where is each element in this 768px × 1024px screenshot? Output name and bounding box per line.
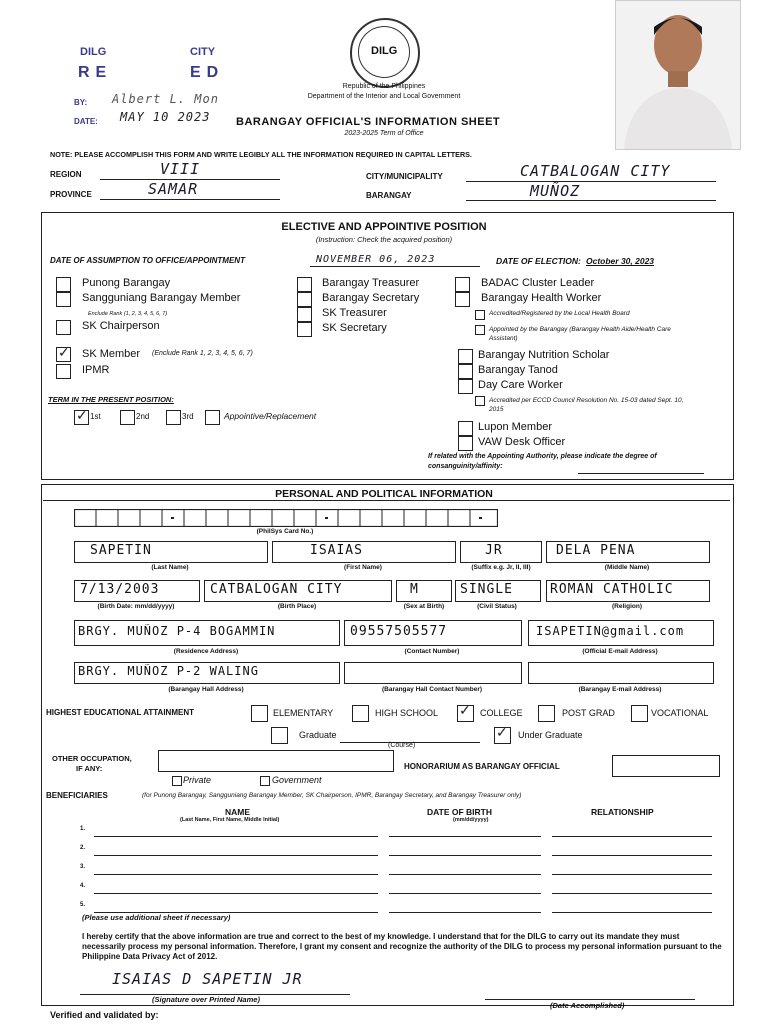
label-government: Government (272, 775, 322, 785)
checkbox-barangay-secretary[interactable] (297, 292, 312, 307)
checkbox-vocational[interactable] (631, 705, 648, 722)
term-label: TERM IN THE PRESENT POSITION: (48, 395, 174, 404)
label-vaw: VAW Desk Officer (478, 436, 566, 448)
beneficiary-row-number: 1. (80, 826, 86, 832)
form-subtitle: 2023-2025 Term of Office (344, 130, 424, 137)
religion-value: ROMAN CATHOLIC (550, 582, 674, 597)
city-value: CATBALOGAN CITY (520, 162, 671, 180)
label-elementary: ELEMENTARY (273, 708, 334, 718)
email-value: ISAPETIN@gmail.com (536, 624, 685, 638)
philsys-card-input[interactable] (74, 509, 498, 527)
hall-email-field[interactable] (528, 662, 714, 684)
hall-address-label: (Barangay Hall Address) (168, 686, 244, 693)
label-sangguniang-member: Sangguniang Barangay Member (82, 292, 241, 304)
sex-label: (Sex at Birth) (403, 603, 445, 610)
label-appointed-health: Appointed by the Barangay (Barangay Health Aide/Health Care Assistant) (489, 326, 671, 342)
occupation-field[interactable] (158, 750, 394, 772)
checkbox-tanod[interactable] (458, 364, 473, 379)
beneficiary-row-number: 3. (80, 864, 86, 870)
first-name-label: (First Name) (344, 564, 382, 571)
checkbox-post-grad[interactable] (538, 705, 555, 722)
assumption-value: NOVEMBER 06, 2023 (316, 254, 436, 265)
checkbox-graduate[interactable] (271, 727, 288, 744)
position-section (41, 212, 734, 480)
label-barangay-treasurer: Barangay Treasurer (322, 277, 420, 289)
label-sk-treasurer: SK Treasurer (322, 307, 387, 319)
birth-place-label: (Birth Place) (277, 603, 317, 610)
label-graduate: Graduate (299, 730, 337, 740)
label-tanod: Barangay Tanod (478, 364, 558, 376)
checkbox-eccd[interactable] (475, 396, 485, 406)
checkbox-term-appointive[interactable] (205, 410, 220, 425)
checkbox-health-worker[interactable] (455, 292, 470, 307)
city-label: CITY/MUNICIPALITY (366, 172, 443, 181)
label-sk-chairperson: SK Chairperson (82, 320, 160, 332)
label-high-school: HIGH SCHOOL (375, 708, 439, 718)
philsys-boxes (74, 509, 498, 527)
checkbox-badac[interactable] (455, 277, 470, 292)
middle-name-value: DELA PENA (556, 543, 636, 558)
beneficiaries-label: BENEFICIARIES (46, 791, 108, 800)
barangay-label: BARANGAY (366, 191, 412, 200)
certification-text: I hereby certify that the above information are true and correct to the best of my knowledge. I understand that for the DILG to carry out its mandate they must necessarily process my personal information. Therefore, I grant my consent and recognize the authority of the DILG to process my personal information pursuant to the Philippine Data Privacy Act of 2012. (82, 932, 722, 961)
hall-contact-field[interactable] (344, 662, 522, 684)
stamp-by-label: BY: (74, 98, 88, 107)
hall-address-value: BRGY. MUÑOZ P-2 WALING (78, 664, 259, 678)
checkbox-vaw[interactable] (458, 436, 473, 451)
region-value: VIII (160, 160, 201, 178)
label-nutrition: Barangay Nutrition Scholar (478, 349, 610, 361)
checkbox-lupon[interactable] (458, 421, 473, 436)
beneficiaries-note: (for Punong Barangay, Sangguniang Barangay Member, SK Chairperson, IPMR, Barangay Secretary, and Barangay Treasurer only) (142, 792, 522, 799)
checkbox-term-1[interactable] (74, 410, 89, 425)
checkbox-sk-chairperson[interactable] (56, 320, 71, 335)
checkbox-elementary[interactable] (251, 705, 268, 722)
contact-label: (Contact Number) (404, 648, 460, 655)
stamp-by-value: Albert L. Mon (112, 92, 219, 106)
stamp-line-4: ED (190, 64, 225, 81)
form-note: NOTE: PLEASE ACCOMPLISH THIS FORM AND WRITE LEGIBLY ALL THE INFORMATION REQUIRED IN CAPITAL LETTERS. (50, 150, 472, 159)
occupation-label-2: IF ANY: (76, 764, 103, 773)
label-term-1: 1st (90, 412, 101, 421)
beneficiary-row-number: 4. (80, 883, 86, 889)
education-label: HIGHEST EDUCATIONAL ATTAINMENT (46, 708, 194, 717)
label-post-grad: POST GRAD (562, 708, 615, 718)
beneficiaries-additional: (Please use additional sheet if necessary) (82, 913, 231, 922)
birth-date-value: 7/13/2003 (80, 582, 160, 597)
photo-portrait-icon (616, 1, 740, 149)
beneficiary-name-header: NAME (225, 807, 251, 817)
beneficiary-name-sub: (Last Name, First Name, Middle Initial) (180, 817, 280, 823)
contact-value: 09557505577 (350, 624, 448, 639)
republic-line: Republic of the Philippines (342, 83, 426, 90)
beneficiary-relationship-header: RELATIONSHIP (591, 807, 654, 817)
beneficiary-dob-header: DATE OF BIRTH (427, 807, 493, 817)
label-vocational: VOCATIONAL (651, 708, 709, 718)
civil-status-label: (Civil Status) (477, 603, 517, 610)
hall-contact-label: (Barangay Hall Contact Number) (381, 686, 483, 693)
label-lupon: Lupon Member (478, 421, 552, 433)
religion-label: (Religion) (612, 603, 642, 610)
hall-email-label: (Barangay E-mail Address) (578, 686, 662, 693)
date-accomplished-label: (Date Accomplished) (550, 1001, 625, 1010)
checkbox-ipmr[interactable] (56, 364, 71, 379)
label-daycare: Day Care Worker (478, 379, 563, 391)
label-course: (Course) (388, 742, 416, 749)
checkbox-accredited-health[interactable] (475, 310, 485, 320)
suffix-label: (Suffix e.g. Jr, II, III) (471, 564, 531, 571)
checkbox-daycare[interactable] (458, 379, 473, 394)
occupation-label-1: OTHER OCCUPATION, (52, 754, 132, 763)
rank-note: Enclude Rank (1, 2, 3, 4, 5, 6, 7) (88, 311, 168, 317)
beneficiary-dob-sub: (mm/dd/yyyy) (453, 817, 489, 823)
label-private: Private (183, 775, 212, 785)
label-barangay-secretary: Barangay Secretary (322, 292, 420, 304)
beneficiary-row-number: 5. (80, 902, 86, 908)
residence-value: BRGY. MUÑOZ P-4 BOGAMMIN (78, 624, 276, 638)
email-label: (Official E-mail Address) (582, 648, 658, 655)
assumption-label: DATE OF ASSUMPTION TO OFFICE/APPOINTMENT (50, 256, 245, 265)
official-photo (615, 0, 741, 150)
sex-value: M (410, 582, 419, 597)
label-accredited-health: Accredited/Registered by the Local Health Board (489, 310, 630, 317)
province-label: PROVINCE (50, 190, 92, 199)
stamp-date-value: MAY 10 2023 (120, 110, 211, 124)
philsys-label: (PhilSys Card No.) (256, 528, 314, 535)
region-label: REGION (50, 170, 82, 179)
first-name-value: ISAIAS (310, 543, 363, 558)
signature-value: ISAIAS D SAPETIN JR (112, 970, 303, 988)
checkbox-barangay-treasurer[interactable] (297, 277, 312, 292)
stamp-date-label: DATE: (74, 117, 98, 126)
personal-title: PERSONAL AND POLITICAL INFORMATION (275, 488, 493, 500)
label-badac: BADAC Cluster Leader (481, 277, 595, 289)
birth-date-label: (Birth Date: mm/dd/yyyy) (97, 603, 175, 610)
barangay-value: MUÑOZ (530, 182, 581, 200)
stamp-line-3: RE (78, 64, 113, 81)
checkbox-sk-member[interactable] (56, 347, 71, 362)
form-title: BARANGAY OFFICIAL'S INFORMATION SHEET (236, 116, 501, 128)
checkbox-private[interactable] (172, 776, 182, 786)
checkbox-punong-barangay[interactable] (56, 277, 71, 292)
checkbox-high-school[interactable] (352, 705, 369, 722)
label-under-graduate: Under Graduate (518, 730, 583, 740)
position-title: ELECTIVE AND APPOINTIVE POSITION (281, 221, 487, 233)
election-value: October 30, 2023 (586, 256, 655, 266)
middle-name-label: (Middle Name) (604, 564, 650, 571)
checkbox-appointed-health[interactable] (475, 325, 485, 335)
checkbox-term-3[interactable] (166, 410, 181, 425)
checkbox-under-graduate[interactable] (494, 727, 511, 744)
stamp-line-2: CITY (190, 46, 216, 58)
election-label: DATE OF ELECTION: (496, 256, 581, 266)
label-sk-member: SK Member (82, 348, 141, 360)
label-term-2: 2nd (136, 412, 150, 421)
position-instruction: (Instruction: Check the acquired position) (315, 235, 453, 244)
label-college: COLLEGE (480, 708, 523, 718)
consanguinity-note: If related with the Appointing Authority, please indicate the degree of consanguinity/affinity: (428, 453, 657, 470)
province-value: SAMAR (148, 180, 199, 198)
stamp-line-1: DILG (80, 46, 107, 58)
honorarium-label: HONORARIUM AS BARANGAY OFFICIAL (404, 762, 560, 771)
checkbox-sk-treasurer[interactable] (297, 307, 312, 322)
checkbox-government[interactable] (260, 776, 270, 786)
birth-place-value: CATBALOGAN CITY (210, 582, 343, 597)
label-eccd: Accredited per ECCD Council Resolution No. 15-03 dated Sept. 10, 2015 (489, 397, 684, 413)
residence-label: (Residence Address) (173, 648, 239, 655)
department-line: Department of the Interior and Local Government (307, 93, 461, 100)
checkbox-sangguniang-member[interactable] (56, 292, 71, 307)
checkbox-term-2[interactable] (120, 410, 135, 425)
checkbox-college[interactable] (457, 705, 474, 722)
sk-member-note: (Enclude Rank 1, 2, 3, 4, 5, 6, 7) (152, 350, 253, 357)
label-health-worker: Barangay Health Worker (481, 292, 602, 304)
last-name-label: (Last Name) (151, 564, 189, 571)
label-term-appointive: Appointive/Replacement (224, 411, 317, 421)
signature-label: (Signature over Printed Name) (152, 995, 260, 1004)
last-name-value: SAPETIN (90, 543, 152, 558)
checkbox-nutrition[interactable] (458, 349, 473, 364)
beneficiary-row-number: 2. (80, 845, 86, 851)
label-ipmr: IPMR (82, 364, 110, 376)
label-sk-secretary: SK Secretary (322, 322, 387, 334)
civil-status-value: SINGLE (460, 582, 513, 597)
dilg-seal (350, 18, 420, 88)
label-term-3: 3rd (182, 412, 194, 421)
verified-label: Verified and validated by: (50, 1010, 159, 1020)
suffix-value: JR (485, 543, 503, 558)
date-accomplished-line[interactable] (485, 999, 695, 1000)
label-punong-barangay: Punong Barangay (82, 277, 171, 289)
checkbox-sk-secretary[interactable] (297, 322, 312, 337)
seal-text: DILG (371, 45, 398, 57)
honorarium-field[interactable] (612, 755, 720, 777)
